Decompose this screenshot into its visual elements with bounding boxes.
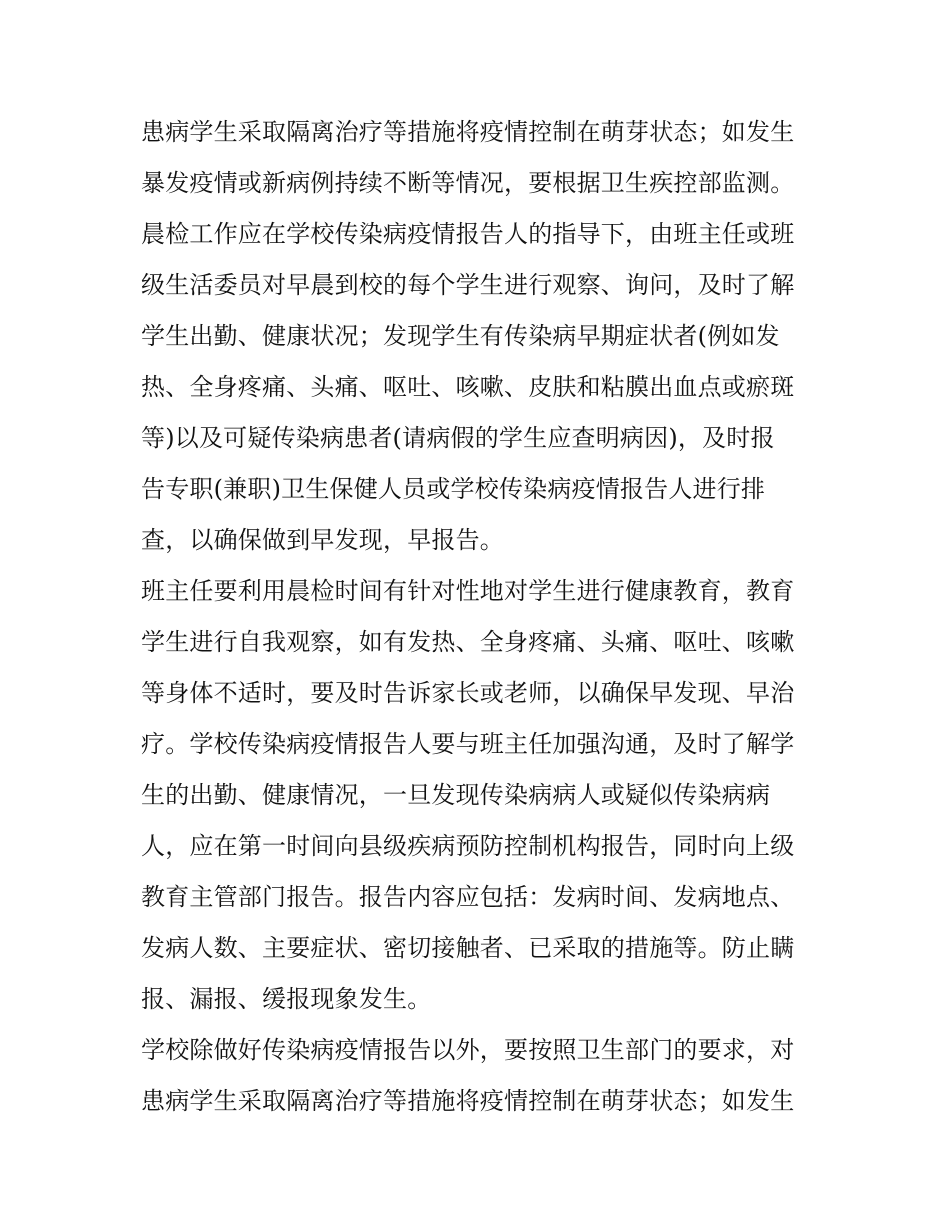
text-line: 报、漏报、缓报现象发生。 [141, 985, 432, 1013]
text-line: 疗。学校传染病疫情报告人要与班主任加强沟通，及时了解学 [141, 730, 795, 758]
text-line: 发病人数、主要症状、密切接触者、已采取的措施等。防止瞒 [141, 934, 795, 962]
text-line: 学生进行自我观察，如有发热、全身疼痛、头痛、呕吐、咳嗽 [141, 628, 795, 656]
text-line: 等身体不适时，要及时告诉家长或老师，以确保早发现、早治 [141, 679, 795, 707]
text-line: 患病学生采取隔离治疗等措施将疫情控制在萌芽状态；如发生 [141, 118, 795, 146]
text-line: 告专职(兼职)卫生保健人员或学校传染病疫情报告人进行排 [141, 475, 766, 503]
text-line: 等)以及可疑传染病患者(请病假的学生应查明病因)，及时报 [141, 424, 775, 452]
text-line: 暴发疫情或新病例持续不断等情况，要根据卫生疾控部监测。 [141, 169, 795, 197]
text-line: 生的出勤、健康情况，一旦发现传染病病人或疑似传染病病 [141, 781, 771, 809]
text-line: 学生出勤、健康状况；发现学生有传染病早期症状者(例如发 [141, 322, 780, 350]
text-line: 晨检工作应在学校传染病疫情报告人的指导下，由班主任或班 [141, 220, 795, 248]
text-line: 学校除做好传染病疫情报告以外，要按照卫生部门的要求，对 [141, 1036, 795, 1064]
text-line: 教育主管部门报告。报告内容应包括：发病时间、发病地点、 [141, 883, 795, 911]
text-line: 热、全身疼痛、头痛、呕吐、咳嗽、皮肤和粘膜出血点或瘀斑 [141, 373, 795, 401]
text-line: 查，以确保做到早发现，早报告。 [141, 526, 504, 554]
text-line: 人，应在第一时间向县级疾病预防控制机构报告，同时向上级 [141, 832, 795, 860]
text-line: 班主任要利用晨检时间有针对性地对学生进行健康教育，教育 [141, 577, 795, 605]
body-text [141, 107, 821, 1127]
text-line: 患病学生采取隔离治疗等措施将疫情控制在萌芽状态；如发生 [141, 1087, 795, 1115]
text-line: 级生活委员对早晨到校的每个学生进行观察、询问，及时了解 [141, 271, 795, 299]
